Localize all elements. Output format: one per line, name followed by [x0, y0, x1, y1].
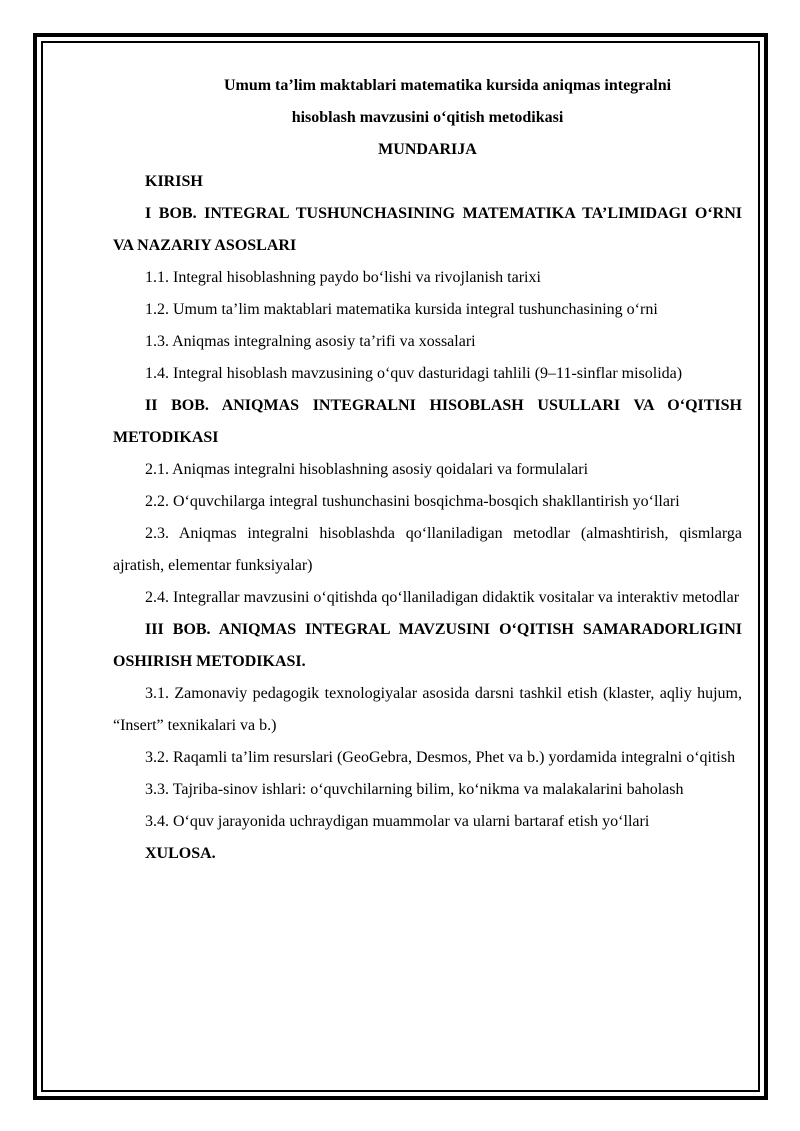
toc-chapter-3: III BOB. ANIQMAS INTEGRAL MAVZUSINI O‘QITISH SAMARADORLIGINI OSHIRISH METODIKASI.	[113, 621, 742, 670]
toc-chapter-1: I BOB. INTEGRAL TUSHUNCHASINING MATEMATIKA TA’LIMIDAGI O‘RNI VA NAZARIY ASOSLARI	[113, 205, 742, 254]
toc-section-3-4: 3.4. O‘quv jarayonida uchraydigan muammolar va ularni bartaraf etish yo‘llari	[145, 813, 650, 830]
toc-section-1-4: 1.4. Integral hisoblash mavzusining o‘quv dasturidagi tahlili (9–11-sinflar misolida)	[145, 365, 683, 382]
toc-section-1-2: 1.2. Umum ta’lim maktablari matematika kursida integral tushunchasining o‘rni	[145, 301, 658, 318]
document-body	[113, 70, 742, 870]
toc-conclusion: XULOSA.	[145, 845, 216, 862]
toc-section-3-1: 3.1. Zamonaviy pedagogik texnologiyalar asosida darsni tashkil etish (klaster, aqliy hujum, “Insert” texnikalari va b.)	[113, 685, 742, 734]
document-title-line-2: hisoblash mavzusini o‘qitish metodikasi	[291, 109, 564, 126]
toc-section-3-2: 3.2. Raqamli ta’lim resurslari (GeoGebra, Desmos, Phet va b.) yordamida integralni o‘qitish	[145, 749, 736, 766]
toc-section-2-4: 2.4. Integrallar mavzusini o‘qitishda qo‘llaniladigan didaktik vositalar va interaktiv metodlar	[145, 589, 740, 606]
toc-section-2-2: 2.2. O‘quvchilarga integral tushunchasini bosqichma-bosqich shakllantirish yo‘llari	[145, 493, 680, 510]
toc-section-2-1: 2.1. Aniqmas integralni hisoblashning asosiy qoidalari va formulalari	[145, 461, 589, 478]
toc-chapter-2: II BOB. ANIQMAS INTEGRALNI HISOBLASH USULLARI VA O‘QITISH METODIKASI	[113, 397, 742, 446]
toc-section-2-3: 2.3. Aniqmas integralni hisoblashda qo‘llaniladigan metodlar (almashtirish, qismlarga ajratish, elementar funksiyalar)	[113, 525, 742, 574]
document-title-line-1: Umum ta’lim maktablari matematika kursida aniqmas integralni	[223, 77, 672, 94]
toc-section-1-1: 1.1. Integral hisoblashning paydo bo‘lishi va rivojlanish tarixi	[145, 269, 541, 286]
contents-heading: MUNDARIJA	[378, 141, 477, 158]
toc-intro: KIRISH	[145, 173, 203, 190]
toc-section-3-3: 3.3. Tajriba-sinov ishlari: o‘quvchilarning bilim, ko‘nikma va malakalarini baholash	[145, 781, 684, 798]
toc-section-1-3: 1.3. Aniqmas integralning asosiy ta’rifi va xossalari	[145, 333, 476, 350]
